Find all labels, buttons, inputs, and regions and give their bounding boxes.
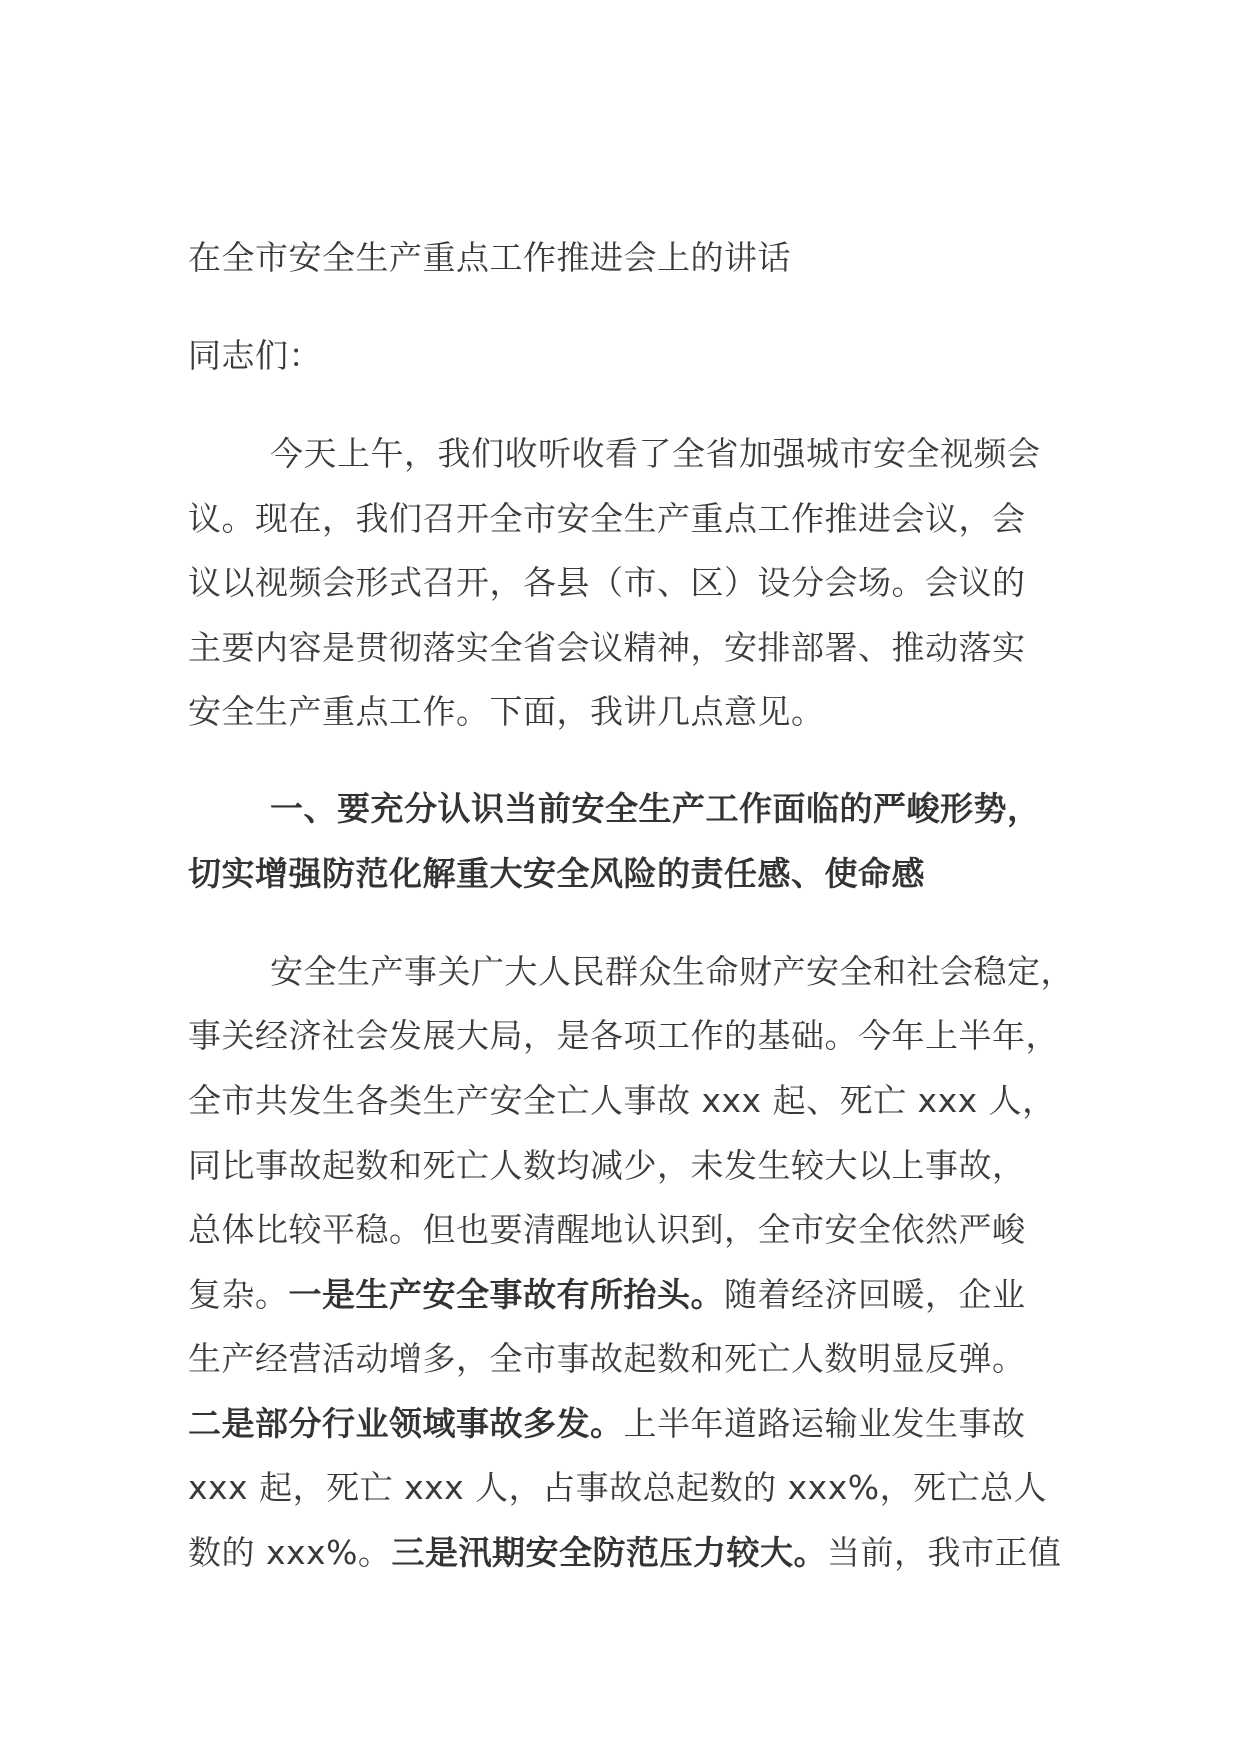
section-heading: 切实增强防范化解重大安全风险的责任感、使命感 — [188, 854, 925, 893]
paragraph-line: 安全生产重点工作。下面，我讲几点意见。 — [188, 692, 825, 731]
bold-point: 二是部分行业领域事故多发。 — [188, 1404, 624, 1443]
text-run: 上半年道路运输业发生事故 — [623, 1404, 1026, 1443]
paragraph-line: 今天上午，我们收听收看了全省加强城市安全视频会 — [270, 434, 1041, 473]
paragraph-line: 安全生产事关广大人民群众生命财产安全和社会稳定， — [270, 952, 1074, 991]
text-run: 随着经济回暖，企业 — [724, 1275, 1026, 1314]
paragraph-line — [188, 1531, 1061, 1575]
paragraph-line — [188, 1402, 1026, 1446]
text-run: 当前，我市正值 — [826, 1533, 1062, 1572]
paragraph-line: xxx 起，死亡 xxx 人，占事故总起数的 xxx%，死亡总人 — [188, 1468, 1048, 1507]
paragraph-line — [188, 1273, 1026, 1317]
paragraph-line: 议以视频会形式召开，各县（市、区）设分会场。会议的 — [188, 563, 1026, 602]
salutation: 同志们： — [188, 336, 322, 375]
text-run: 数的 xxx%。 — [188, 1533, 392, 1572]
paragraph-line: 议。现在，我们召开全市安全生产重点工作推进会议，会 — [188, 499, 1026, 538]
paragraph-line: 总体比较平稳。但也要清醒地认识到，全市安全依然严峻 — [188, 1210, 1026, 1249]
paragraph-line: 事关经济社会发展大局，是各项工作的基础。今年上半年， — [188, 1016, 1059, 1055]
paragraph-line: 同比事故起数和死亡人数均减少，未发生较大以上事故， — [188, 1146, 1026, 1185]
section-heading: 一、要充分认识当前安全生产工作面临的严峻形势， — [270, 789, 1041, 828]
text-run: 复杂。 — [188, 1275, 289, 1314]
bold-point: 三是汛期安全防范压力较大。 — [391, 1533, 827, 1572]
bold-point: 一是生产安全事故有所抬头。 — [288, 1275, 724, 1314]
paragraph-line: 全市共发生各类生产安全亡人事故 xxx 起、死亡 xxx 人， — [188, 1081, 1056, 1120]
paragraph-line: 主要内容是贯彻落实全省会议精神，安排部署、推动落实 — [188, 628, 1026, 667]
paragraph-line: 生产经营活动增多，全市事故起数和死亡人数明显反弹。 — [188, 1339, 1026, 1378]
document-title: 在全市安全生产重点工作推进会上的讲话 — [188, 238, 791, 277]
